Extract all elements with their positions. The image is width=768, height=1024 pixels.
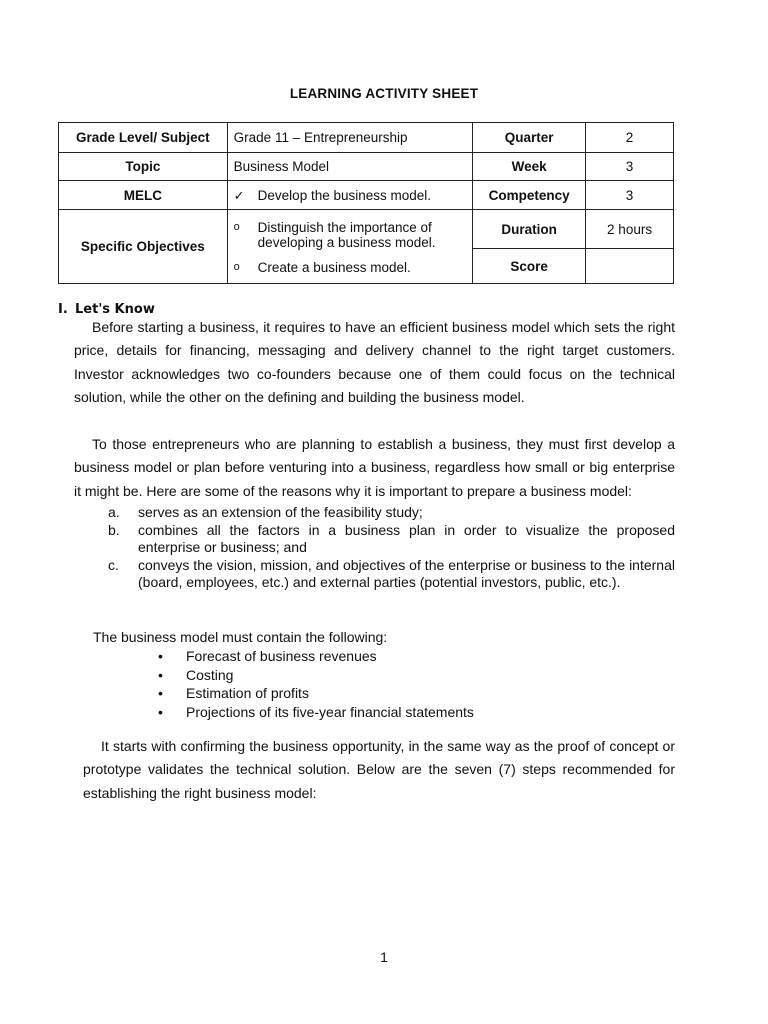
bullet-icon: • <box>158 648 163 664</box>
week-value: 3 <box>586 153 674 181</box>
bullet-icon: • <box>158 666 163 683</box>
list-item: c. conveys the vision, mission, and objectives of the enterprise or business to the internal (board, employees, etc.) and external parties (potential investors, public, etc.). <box>108 556 675 590</box>
topic-value: Business Model <box>227 153 473 181</box>
list-item: • Projections of its five-year financial statements <box>158 704 474 721</box>
quarter-value: 2 <box>586 123 674 153</box>
section-number: I. <box>58 302 68 317</box>
page-number: 1 <box>380 949 388 965</box>
circle-bullet-icon: o <box>233 261 240 273</box>
activity-info-table <box>58 122 674 284</box>
competency-label: Competency <box>473 181 586 210</box>
score-label: Score <box>473 249 586 284</box>
topic-label: Topic <box>59 153 228 181</box>
reasons-list <box>108 504 675 592</box>
contents-list <box>158 647 474 722</box>
week-label: Week <box>473 153 586 181</box>
check-icon: ✓ <box>233 187 245 203</box>
melc-label: MELC <box>59 181 228 210</box>
grade-level-label: Grade Level/ Subject <box>59 123 228 153</box>
duration-value: 2 hours <box>586 210 674 249</box>
reasons-paragraph: To those entrepreneurs who are planning to establish a business, they must first develop a business model or plan before venturing into a business, regardless how small or big enterprise it might be. Here are some of the reasons why it is important to prepare a business model: <box>74 436 675 499</box>
duration-label: Duration <box>473 210 586 249</box>
section-title: Let's Know <box>75 302 155 317</box>
list-item: a. serves as an extension of the feasibility study; <box>108 504 423 520</box>
bullet-icon: • <box>158 685 163 702</box>
objective-item: Create a business model. <box>257 260 411 275</box>
quarter-label: Quarter <box>473 123 586 153</box>
list-item: • Costing <box>158 666 234 683</box>
intro-paragraph: Before starting a business, it requires to have an efficient business model which sets the right price, details for financing, messaging and delivery channel to the right target customers. Investor acknowledges two co-founders because one of them could focus on the technical solution, while the other on the defining and building the business model. <box>74 319 675 406</box>
contents-lead: The business model must contain the following: <box>93 629 388 645</box>
melc-cell <box>227 181 473 210</box>
objectives-label: Specific Objectives <box>59 210 228 284</box>
circle-bullet-icon: o <box>233 221 240 233</box>
section-heading <box>58 302 155 317</box>
grade-level-value: Grade 11 – Entrepreneurship <box>227 123 473 153</box>
steps-paragraph: It starts with confirming the business opportunity, in the same way as the proof of concept or prototype validates the technical solution. Below are the seven (7) steps recommended for establishing the right business model: <box>83 738 675 801</box>
list-item: • Forecast of business revenues <box>158 648 377 664</box>
sheet-title: LEARNING ACTIVITY SHEET <box>289 86 479 101</box>
list-item: b. combines all the factors in a business plan in order to visualize the proposed enterprise or business; and <box>108 521 675 555</box>
melc-value: Develop the business model. <box>257 187 432 203</box>
objectives-cell <box>227 210 473 284</box>
list-item: • Estimation of profits <box>158 685 309 702</box>
objective-item: Distinguish the importance of developing a business model. <box>257 220 436 250</box>
score-value <box>586 249 674 284</box>
competency-value: 3 <box>586 181 674 210</box>
bullet-icon: • <box>158 704 163 721</box>
